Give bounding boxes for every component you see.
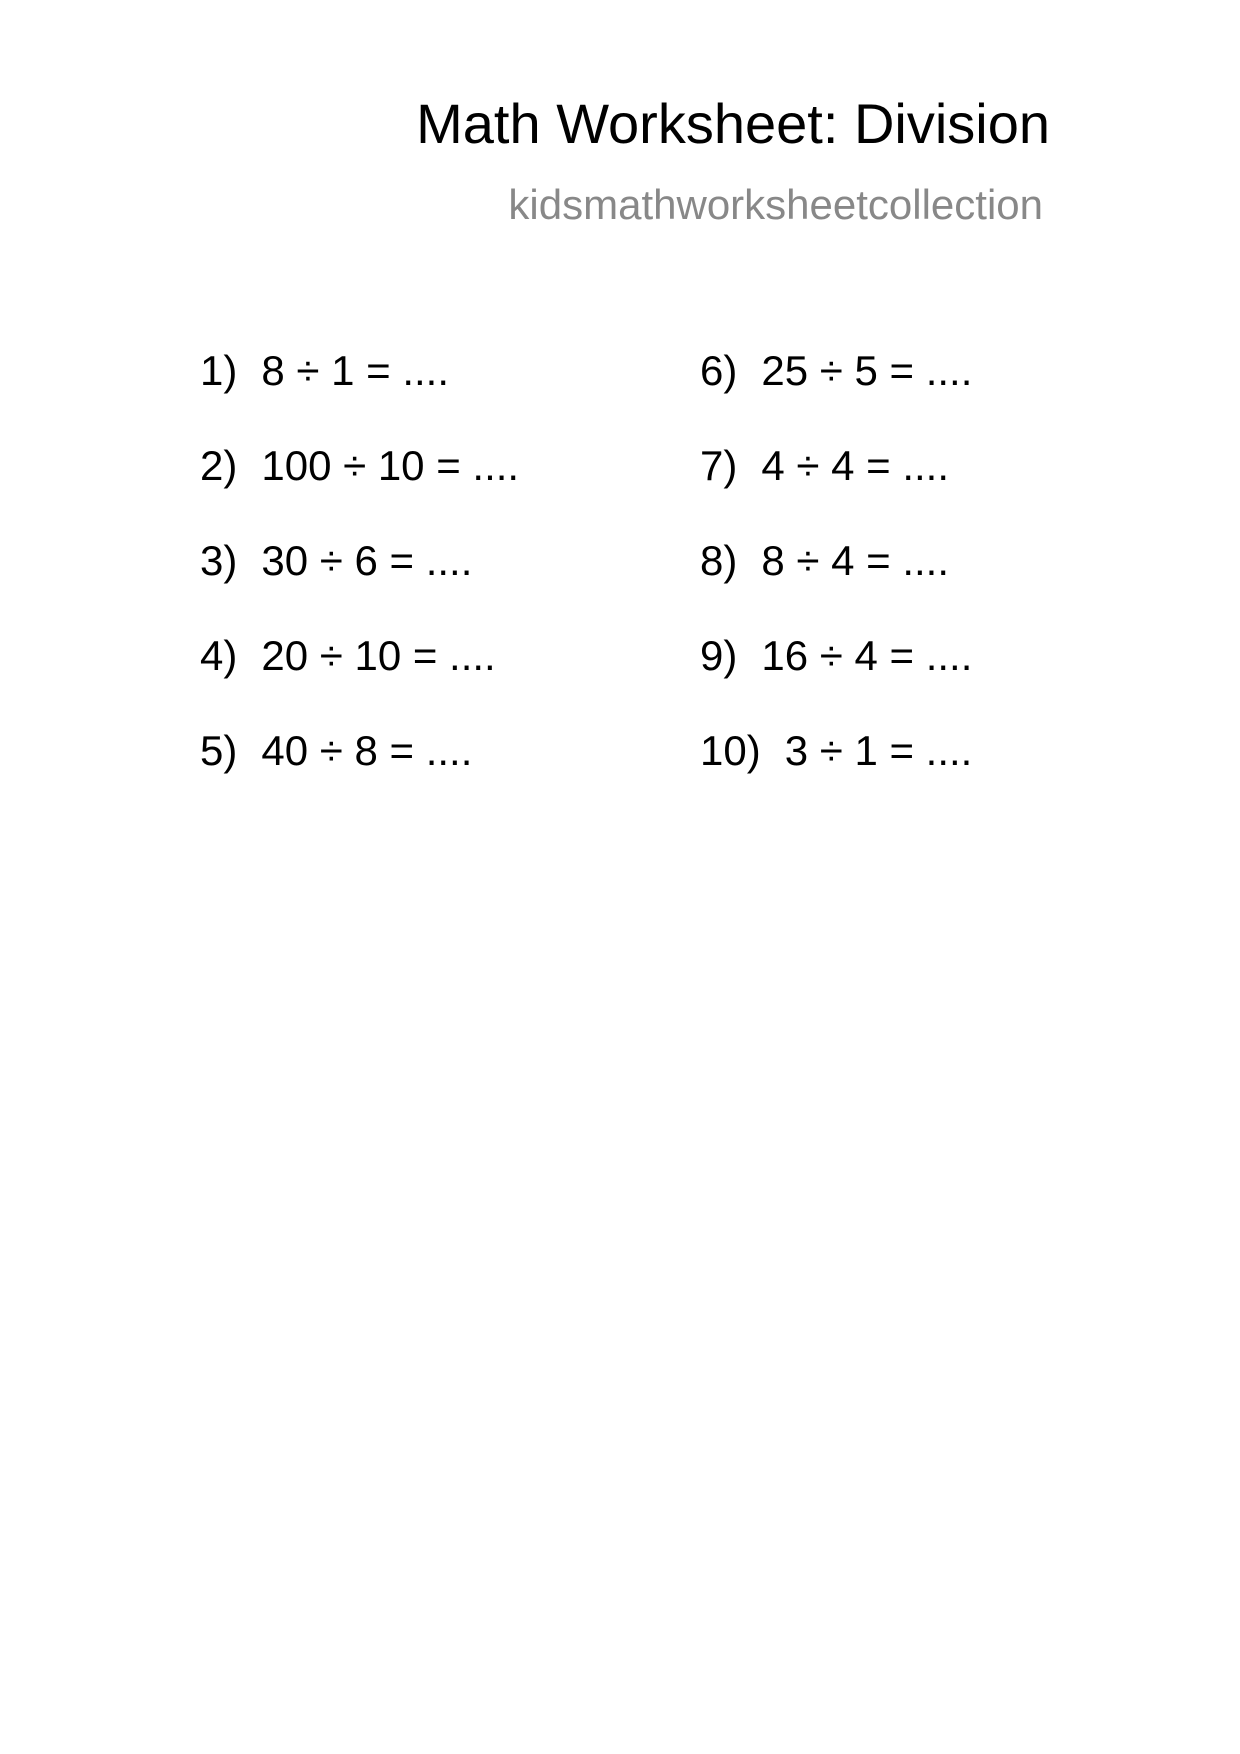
problem-item: [200, 727, 519, 825]
problem-number: 9): [700, 632, 738, 679]
worksheet-title: Math Worksheet: Division: [416, 92, 1050, 155]
problem-item: [200, 442, 520, 540]
problems-right-column: [700, 347, 973, 825]
problem-number: 5): [200, 727, 238, 774]
problem-item: [700, 537, 972, 635]
problem-item: [700, 347, 973, 445]
problem-item: [200, 347, 519, 445]
problem-expression: 4 ÷ 4 = ....: [761, 442, 950, 489]
problem-number: 7): [700, 442, 738, 489]
problem-expression: 30 ÷ 6 = ....: [261, 537, 473, 584]
problem-number: 3): [200, 537, 238, 584]
problem-item: [200, 537, 519, 635]
problem-expression: 25 ÷ 5 = ....: [761, 347, 973, 394]
problem-number: 8): [700, 537, 738, 584]
problem-expression: 3 ÷ 1 = ....: [784, 727, 973, 774]
problem-number: 10): [700, 727, 761, 774]
problem-number: 4): [200, 632, 238, 679]
problem-item: [700, 442, 972, 540]
problem-expression: 100 ÷ 10 = ....: [261, 442, 520, 489]
problem-item: [200, 632, 519, 730]
problem-expression: 20 ÷ 10 = ....: [261, 632, 496, 679]
problem-number: 6): [700, 347, 738, 394]
problem-item: [700, 632, 973, 730]
problem-expression: 40 ÷ 8 = ....: [261, 727, 473, 774]
problems-left-column: [200, 347, 520, 825]
problem-item: [700, 727, 973, 825]
problem-number: 2): [200, 442, 238, 489]
problem-number: 1): [200, 347, 238, 394]
problem-expression: 8 ÷ 4 = ....: [761, 537, 950, 584]
problem-expression: 8 ÷ 1 = ....: [261, 347, 450, 394]
worksheet-subtitle: kidsmathworksheetcollection: [508, 181, 1043, 228]
problem-expression: 16 ÷ 4 = ....: [761, 632, 973, 679]
